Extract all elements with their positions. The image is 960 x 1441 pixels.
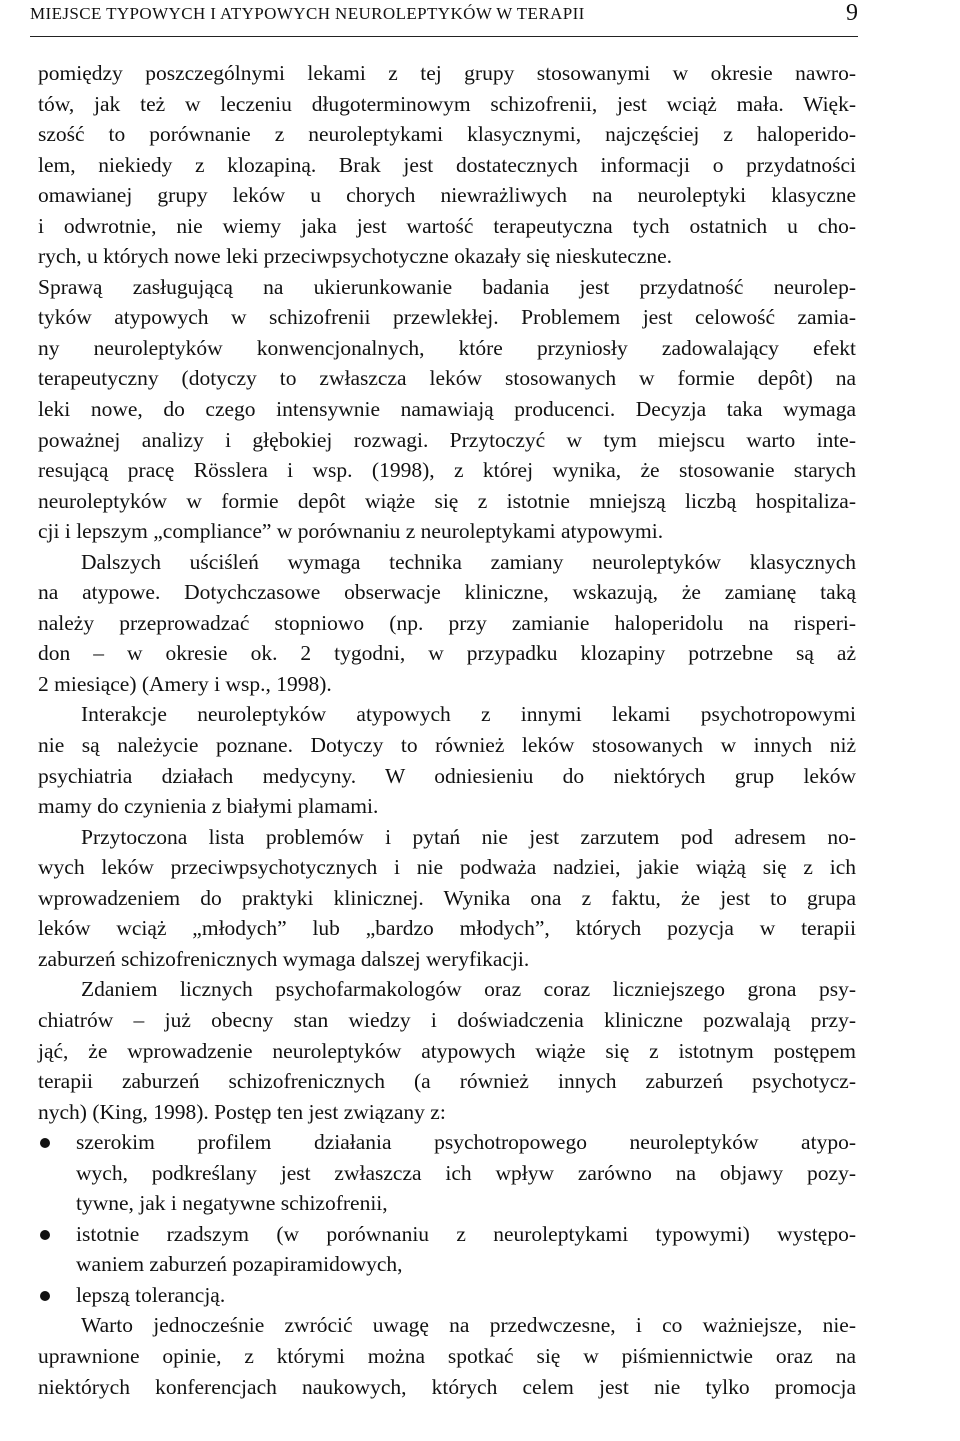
bullet-line: waniem zaburzeń pozapiramidowych, (76, 1252, 403, 1277)
text-line: jąć, że wprowadzenie neuroleptyków atypowych wiąże się z istotnym postępem (38, 1038, 856, 1063)
text-line: terapeutyczny (dotyczy to zwłaszcza leków stosowanych w formie depôt) na (38, 366, 856, 391)
bullet-line (38, 1127, 856, 1158)
bullet-item (38, 1219, 856, 1280)
text-line: nych) (King, 1998). Postęp ten jest związany z: (38, 1099, 446, 1124)
text-line: psychiatria działach medycyny. W odniesieniu do niektórych grup leków (38, 763, 856, 788)
text-line: niektórych konferencjach naukowych, których celem jest nie tylko promocja (38, 1374, 856, 1399)
text-line: uprawnione opinie, z którymi można spotkać się w piśmiennictwie oraz na (38, 1343, 856, 1368)
text-line: nie są należycie poznane. Dotyczy to również leków stosowanych w innych niż (38, 733, 856, 758)
bullet-text: istotnie rzadszym (w porównaniu z neuroleptykami typowymi) występo- (76, 1221, 856, 1246)
text-line: szość to porównanie z neuroleptykami klasycznymi, najczęściej z haloperido- (38, 122, 856, 147)
bullet-icon (40, 1138, 50, 1148)
text-line: należy przeprowadzać stopniowo (np. przy zamianie haloperidolu na risperi- (38, 610, 856, 635)
running-header (30, 0, 858, 37)
text-line: i odwrotnie, nie wiemy jaka jest wartość terapeutyczna tych ostatnich u cho- (38, 213, 856, 238)
text-line: Warto jednocześnie zwrócić uwagę na przedwczesne, i co ważniejsze, nie- (81, 1313, 856, 1338)
text-line: resującą pracę Rösslera i wsp. (1998), z której wynika, że stosowanie starych (38, 458, 856, 483)
text-line: leki nowe, do czego intensywnie namawiają producenci. Decyzja taka wymaga (38, 397, 856, 422)
bullet-line: wych, podkreślany jest zwłaszcza ich wpływ zarówno na objawy pozy- (76, 1160, 856, 1185)
text-line: poważnej analizy i głębokiej rozwagi. Przytoczyć w tym miejscu warto inte- (38, 427, 856, 452)
text-line: Zdaniem licznych psychofarmakologów oraz coraz liczniejszego grona psy- (81, 977, 856, 1002)
text-line: Interakcje neuroleptyków atypowych z innymi lekami psychotropowymi (81, 702, 856, 727)
text-line: terapii zaburzeń schizofrenicznych (a również innych zaburzeń psychotycz- (38, 1069, 856, 1094)
bullet-text: lepszą tolerancją. (76, 1282, 226, 1307)
text-line: neuroleptyków w formie depôt wiąże się z istotnie mniejszą liczbą hospitaliza- (38, 488, 856, 513)
text-line: chiatrów – już obecny stan wiedzy i doświadczenia kliniczne pozwalają przy- (38, 1007, 856, 1032)
bullet-icon (40, 1230, 50, 1240)
bullet-line: tywne, jak i negatywne schizofrenii, (76, 1191, 388, 1216)
text-line: na atypowe. Dotychczasowe obserwacje kliniczne, wskazują, że zamianę taką (38, 580, 856, 605)
text-line: pomiędzy poszczególnymi lekami z tej grupy stosowanymi w okresie nawro- (38, 61, 856, 85)
bullet-line (38, 1280, 856, 1311)
bullet-icon (40, 1291, 50, 1301)
bullet-text: szerokim profilem działania psychotropowego neuroleptyków atypo- (76, 1130, 856, 1155)
bullet-list (38, 1127, 856, 1310)
text-line: 2 miesiące) (Amery i wsp., 1998). (38, 671, 332, 696)
text-line: Dalszych uściśleń wymaga technika zamiany neuroleptyków klasycznych (81, 549, 856, 574)
text-line: leków wciąż „młodych” lub „bardzo młodych”, których pozycja w terapii (38, 916, 856, 941)
body-text (38, 58, 856, 1402)
text-line: ny neuroleptyków konwencjonalnych, które przyniosły zadowalający efekt (38, 335, 856, 360)
text-line: tyków atypowych w schizofrenii przewlekłej. Problemem jest celowość zamia- (38, 305, 856, 330)
text-line: wych leków przeciwpsychotycznych i nie podważa nadziei, jakie wiążą się z ich (38, 855, 856, 880)
text-line: mamy do czynienia z białymi plamami. (38, 794, 379, 819)
text-line: zaburzeń schizofrenicznych wymaga dalszej weryfikacji. (38, 946, 530, 971)
text-line: don – w okresie ok. 2 tygodni, w przypadku klozapiny potrzebne są aż (38, 641, 856, 666)
running-title: MIEJSCE TYPOWYCH I ATYPOWYCH NEUROLEPTYKÓW W TERAPII (30, 4, 585, 23)
text-line: tów, jak też w leczeniu długoterminowym schizofrenii, jest wciąż mała. Więk- (38, 91, 856, 116)
text-line: rych, u których nowe leki przeciwpsychotyczne okazały się nieskuteczne. (38, 244, 672, 269)
bullet-line (38, 1219, 856, 1250)
page-number: 9 (846, 0, 858, 26)
text-line: omawianej grupy leków u chorych niewrażliwych na neuroleptyki klasyczne (38, 183, 856, 208)
text-line: Przytoczona lista problemów i pytań nie jest zarzutem pod adresem no- (81, 824, 856, 849)
bullet-item (38, 1127, 856, 1219)
text-line: wprowadzeniem do praktyki klinicznej. Wynika ona z faktu, że jest to grupa (38, 885, 856, 910)
text-line: lem, niekiedy z klozapiną. Brak jest dostatecznych informacji o przydatności (38, 152, 856, 177)
bullet-item (38, 1280, 856, 1311)
text-line: cji i lepszym „compliance” w porównaniu z neuroleptykami atypowymi. (38, 519, 664, 544)
text-line: Sprawą zasługującą na ukierunkowanie badania jest przydatność neurolep- (38, 274, 856, 299)
